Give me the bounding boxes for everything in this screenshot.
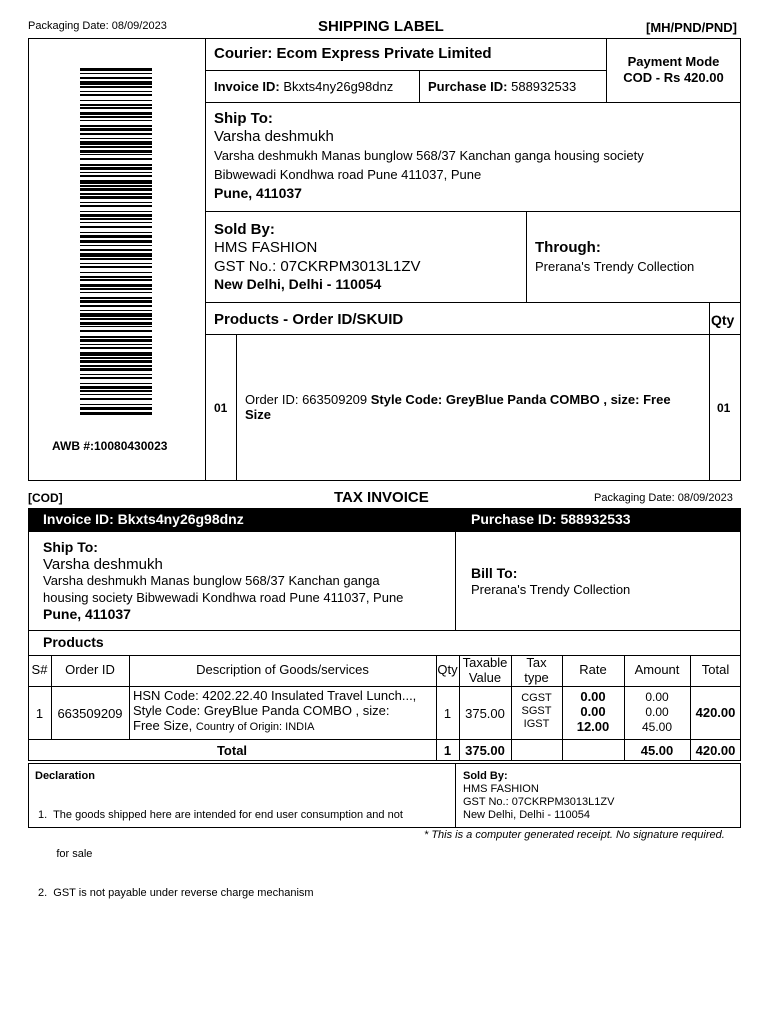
barcode [80, 68, 152, 416]
payment-mode-value: COD - Rs 420.00 [623, 70, 724, 85]
bill-to-label: Bill To: [471, 565, 518, 581]
row-amounts: 0.00 0.00 45.00 [641, 690, 673, 734]
sold-by-city: New Delhi, Delhi - 110054 [214, 276, 382, 292]
col-qty: Qty [437, 662, 458, 677]
row-description: HSN Code: 4202.22.40 Insulated Travel Lunch..., Style Code: GreyBlue Panda COMBO , size: Free Size, Country of Origin: INDIA [133, 688, 417, 733]
tax-invoice-title: TAX INVOICE [334, 489, 429, 506]
products-header: Products - Order ID/SKUID [214, 311, 404, 328]
cod-tag: [COD] [28, 491, 63, 505]
packaging-date: Packaging Date: 08/09/2023 [28, 20, 167, 32]
ship-to-address-2: Bibwewadi Kondhwa road Pune 411037, Pune [214, 167, 482, 182]
invoice-ship-to-city: Pune, 411037 [43, 606, 131, 622]
invoice-sold-by-city: New Delhi, Delhi - 110054 [463, 809, 590, 821]
invoice-ship-to-address-1: Varsha deshmukh Manas bunglow 568/37 Kanchan ganga [43, 573, 380, 588]
awb-number: AWB #:10080430023 [52, 439, 168, 453]
label-purchase-id: Purchase ID: 588932533 [428, 79, 577, 94]
route-code: [MH/PND/PND] [646, 20, 737, 35]
row-order-id: 663509209 [57, 706, 123, 721]
declaration-item: 1. The goods shipped here are intended for end user consumption and not [38, 809, 403, 821]
sold-by-gst: GST No.: 07CKRPM3013L1ZV [214, 258, 421, 275]
sold-by-name: HMS FASHION [214, 239, 318, 256]
ship-to-label: Ship To: [214, 110, 273, 127]
col-taxable: Taxable Value [462, 655, 508, 685]
ship-to-name: Varsha deshmukh [214, 128, 334, 145]
row-tax-types: CGST SGST IGST [521, 692, 552, 730]
row-sno: 1 [35, 706, 44, 721]
through-label: Through: [535, 239, 601, 256]
row-taxable: 375.00 [465, 706, 505, 721]
invoice-id: Invoice ID: Bkxts4ny26g98dnz [43, 511, 244, 527]
totals-amount: 45.00 [640, 743, 674, 758]
label-invoice-id: Invoice ID: Bkxts4ny26g98dnz [214, 79, 394, 94]
col-order-id: Order ID [65, 662, 115, 677]
declaration-item: for sale [38, 848, 93, 860]
payment-mode-label: Payment Mode [627, 54, 720, 69]
declaration-list [38, 783, 403, 913]
invoice-ship-to-label: Ship To: [43, 539, 98, 555]
totals-taxable: 375.00 [465, 743, 505, 758]
row-qty: 1 [443, 706, 452, 721]
invoice-products-label: Products [43, 634, 104, 650]
ship-to-address-1: Varsha deshmukh Manas bunglow 568/37 Kanchan ganga housing society [214, 148, 644, 163]
through-value: Prerana's Trendy Collection [535, 259, 695, 274]
row-rates: 0.00 0.00 12.00 [576, 689, 610, 734]
col-sno: S# [31, 662, 48, 677]
col-tax-type: Tax type [524, 655, 549, 685]
courier: Courier: Ecom Express Private Limited [214, 45, 492, 62]
sold-by-label: Sold By: [214, 221, 275, 238]
invoice-ship-to-name: Varsha deshmukh [43, 556, 163, 573]
col-total: Total [701, 662, 730, 677]
declaration-title: Declaration [35, 770, 95, 782]
qty-header: Qty [711, 312, 735, 328]
invoice-ship-to-address-2: housing society Bibwewadi Kondhwa road Pune 411037, Pune [43, 590, 404, 605]
item-description: Order ID: 663509209 Style Code: GreyBlue Panda COMBO , size: Free Size [245, 392, 671, 422]
footer-note: * This is a computer generated receipt. No signature required. [424, 829, 725, 841]
col-amount: Amount [634, 662, 680, 677]
totals-total: 420.00 [695, 743, 736, 758]
invoice-sold-by-name: HMS FASHION [463, 783, 539, 795]
purchase-id: Purchase ID: 588932533 [471, 511, 631, 527]
totals-label: Total [216, 743, 248, 758]
shipping-label-title: SHIPPING LABEL [318, 18, 444, 35]
invoice-sold-by-label: Sold By: [463, 770, 508, 782]
bill-to-value: Prerana's Trendy Collection [471, 582, 631, 597]
item-index: 01 [214, 401, 228, 415]
row-total: 420.00 [695, 705, 736, 720]
invoice-packaging-date: Packaging Date: 08/09/2023 [594, 492, 733, 504]
totals-qty: 1 [443, 743, 452, 758]
col-description: Description of Goods/services [196, 662, 369, 677]
item-qty: 01 [717, 401, 731, 415]
ship-to-city: Pune, 411037 [214, 185, 302, 201]
col-rate: Rate [579, 662, 607, 677]
declaration-item: 2. GST is not payable under reverse charge mechanism [38, 887, 314, 899]
invoice-sold-by-gst: GST No.: 07CKRPM3013L1ZV [463, 796, 615, 808]
